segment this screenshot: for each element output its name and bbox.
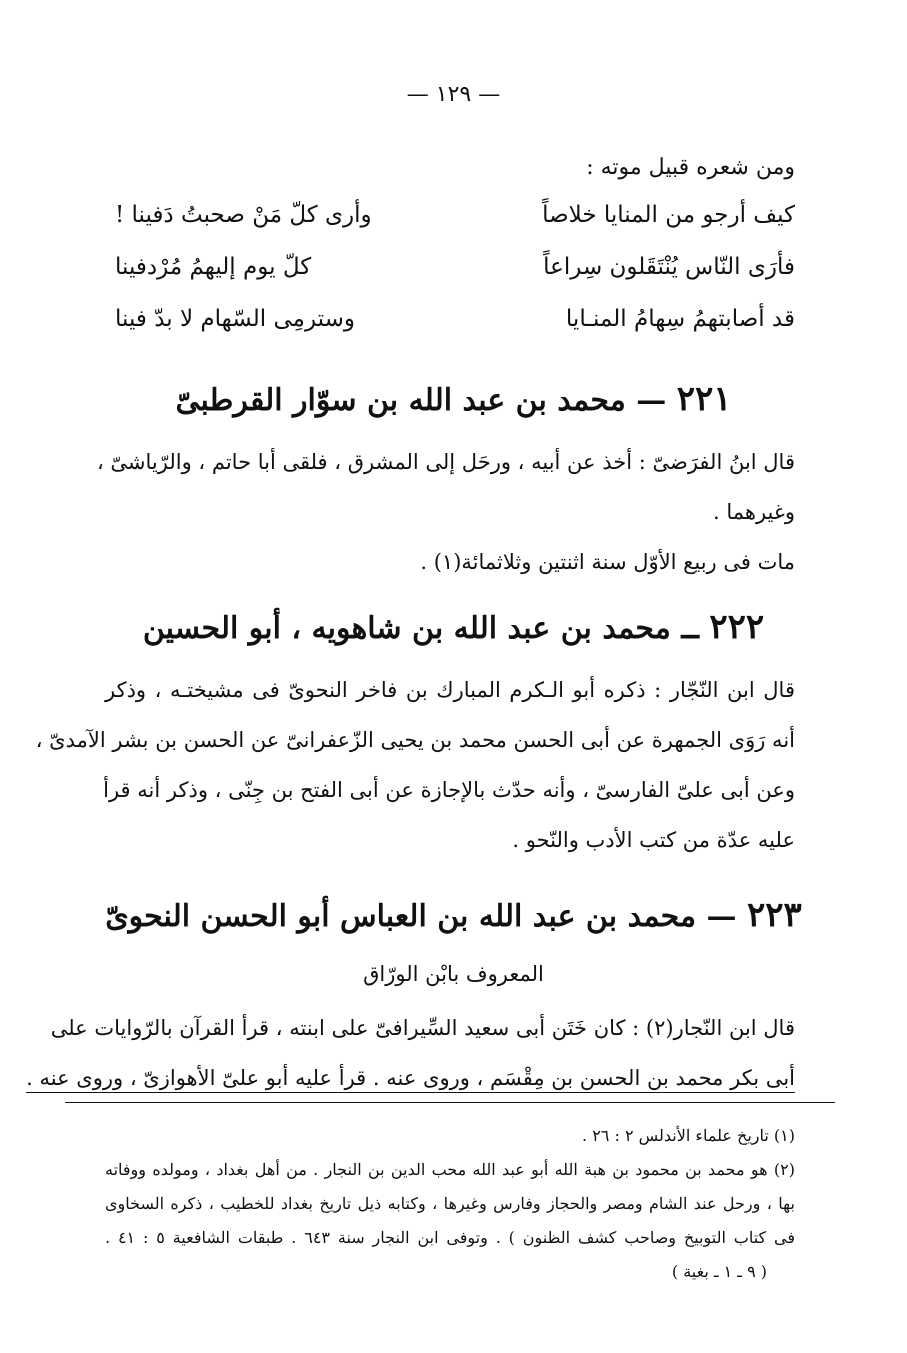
entry-223-line-2-text: أبى بكر محمد بن الحسن بن مِقْسَم ، وروى عنه . قرأ عليه أبو علىّ الأهوازىّ ، وروى عنه . xyxy=(26,1066,795,1093)
verse-2-first-hemistich: فأرَى النّاس يُنْتَقَلون سِراعاً xyxy=(543,254,795,280)
verse-3-first-hemistich: قد أصابتهمُ سِهامُ المنـايا xyxy=(565,306,795,332)
footnote-2-line-3: فى كتاب التوبيخ وصاحب كشف الظنون ) . وتوفى ابن النجار سنة ٦٤٣ . طبقات الشافعية ٥ : ٤١ . xyxy=(105,1228,796,1247)
entry-221-line-2: وغيرهما . xyxy=(712,500,795,524)
entry-222-name: محمد بن عبد الله بن شاهويه ، أبو الحسين xyxy=(142,611,671,646)
footnote-2-line-1: (٢) هو محمد بن محمود بن هبة الله أبو عبد الله محب الدين بن النجار . من أهل بغداد ، ومولده ووفاته xyxy=(105,1160,795,1179)
entry-222-line-4: عليه عدّة من كتب الأدب والنّحو . xyxy=(512,828,795,852)
entry-221-dash: — xyxy=(636,383,667,418)
verse-2-second-hemistich: كلّ يوم إليهمُ مُرْدفينا xyxy=(115,254,312,280)
entry-222-line-1: قال ابن النّجّار : ذكره أبو الـكرم المبارك بن فاخر النحوىّ فى مشيختـه ، وذكر xyxy=(105,678,795,702)
entry-221-line-3: مات فى ربيع الأوّل سنة اثنتين وثلاثمائة(١) . xyxy=(420,550,795,574)
poem-intro: ومن شعره قبيل موته : xyxy=(586,155,795,180)
page-number: — ١٢٩ — xyxy=(406,82,501,107)
entry-223-line-2 xyxy=(26,1066,795,1090)
entry-222-heading xyxy=(0,607,907,647)
verse-1-first-hemistich: كيف أرجو من المنايا خلاصاً xyxy=(542,202,795,228)
verse-3-second-hemistich: وسترمِى السّهام لا بدّ فينا xyxy=(115,306,355,332)
entry-222-dash: ــ xyxy=(681,611,699,646)
footnote-1: (١) تاريخ علماء الأندلس ٢ : ٢٦ . xyxy=(582,1126,795,1145)
verse-2 xyxy=(115,254,795,294)
entry-223-name: محمد بن عبد الله بن العباس أبو الحسن النحوىّ xyxy=(105,899,697,934)
footnote-2-line-2: بها ، ورحل عند الشام ومصر والحجاز وفارس وغيرها ، وكتابه ذيل تاريخ بغداد للخطيب ، ذكره السخاوى xyxy=(105,1194,795,1213)
entry-222-line-2: أنه رَوَى الجمهرة عن أبى الحسن محمد بن يحيى الزّعفرانىّ عن الحسن بن بشر الآمدىّ ، xyxy=(35,728,795,752)
verse-1 xyxy=(115,202,795,242)
entry-221-line-1: قال ابنُ الفرَضىّ : أخذ عن أبيه ، ورحَل إلى المشرق ، فلقى أبا حاتم ، والرّياشىّ ، xyxy=(96,450,795,474)
verse-1-second-hemistich: وأرى كلّ مَنْ صحبتُ دَفينا ! xyxy=(115,202,372,228)
verse-3 xyxy=(115,306,795,346)
entry-223-number: ٢٢٣ xyxy=(747,895,802,935)
entry-222-line-3: وعن أبى علىّ الفارسىّ ، وأنه حدّث بالإجازة عن أبى الفتح بن جِنّى ، وذكر أنه قرأ xyxy=(103,778,795,802)
entry-222-number: ٢٢٢ xyxy=(709,607,765,647)
entry-221-name: محمد بن عبد الله بن سوّار القرطبىّ xyxy=(175,383,626,418)
entry-221-number: ٢٢١ xyxy=(676,379,732,419)
entry-221-heading xyxy=(0,379,907,419)
entry-223-heading xyxy=(0,895,907,935)
entry-223-dash: — xyxy=(706,899,737,934)
entry-223-subtitle: المعروف بابْن الورّاق xyxy=(363,962,544,986)
signature-mark: ( ٩ ـ ١ ـ بغية ) xyxy=(671,1262,767,1281)
entry-223-line-1: قال ابن النّجار(٢) : كان خَتَن أبى سعيد السِّيرافىّ على ابنته ، قرأ القرآن بالرّوايات على xyxy=(50,1016,795,1040)
footnote-divider xyxy=(65,1102,835,1103)
